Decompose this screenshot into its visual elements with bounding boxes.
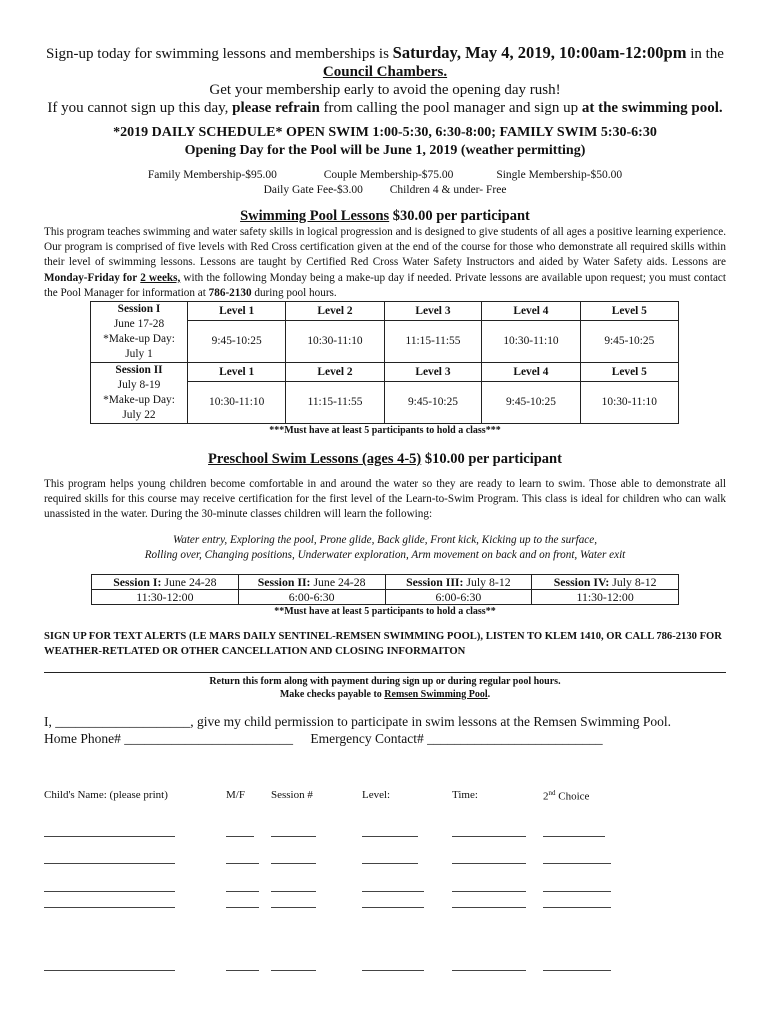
choice-pre: 2 [543, 790, 549, 803]
fees-block [44, 168, 726, 198]
lessons-desc-c: 2 weeks, [140, 271, 181, 284]
preschool-session-cell [92, 574, 239, 589]
session1-name: Session I [117, 303, 161, 316]
header-session: Session # [271, 788, 313, 801]
time-cell: 9:45-10:25 [384, 382, 482, 424]
time-cell: 11:15-11:55 [384, 321, 482, 363]
schedule-line1: *2019 DAILY SCHEDULE* OPEN SWIM 1:00-5:30, 6:30-8:00; FAMILY SWIM 5:30-6:30 [113, 125, 657, 140]
daily-schedule [44, 124, 726, 160]
time-cell: 9:45-10:25 [188, 321, 286, 363]
intro-line3: Get your membership early to avoid the opening day rush! [209, 82, 561, 98]
level-cell [482, 302, 580, 321]
mf-line[interactable] [226, 836, 254, 837]
time-line[interactable] [452, 836, 526, 837]
child-entry-grid [44, 764, 726, 914]
preschool-session-cell [385, 574, 532, 589]
return-line2-pre: Make checks payable to [279, 688, 382, 700]
preschool-table [91, 574, 679, 605]
level-label: Level 3 [415, 304, 451, 317]
second-choice-line[interactable] [543, 907, 611, 908]
session-label: Session I: [113, 574, 162, 589]
session-label: Session IV: [553, 574, 610, 589]
session-line[interactable] [271, 907, 316, 908]
mf-line[interactable] [226, 907, 259, 908]
level-cell [482, 363, 580, 382]
session-dates: June 24-28 [164, 574, 217, 589]
child-name-line[interactable] [44, 891, 175, 892]
permission-line[interactable]: I, ____________________, give my child permission to participate in swim lessons at the Remsen Swimming Pool. [44, 713, 671, 729]
emergency-contact-field[interactable]: Emergency Contact# __________________________ [310, 730, 603, 746]
lessons-heading [44, 207, 726, 225]
lessons-desc-a: This program teaches swimming and water safety skills in logical progression and is designed to give students of all ages a positive learning experience. Our program is comprised of five levels with Red Cross certification given at the end of the course for those who demonstrate all required skills within their level of swimming lessons. Lessons are taught by Certified Red Cross Water Safety Instructors and aided by Water Safety aids. Lessons are [44, 226, 726, 269]
level-line[interactable] [362, 836, 418, 837]
preschool-time-cell: 6:00-6:30 [238, 589, 385, 604]
level-label: Level 2 [317, 304, 353, 317]
lessons-price: $30.00 per participant [392, 208, 530, 224]
time-line[interactable] [452, 907, 526, 908]
fee-single: Single Membership-$50.00 [496, 169, 623, 181]
time-line[interactable] [452, 863, 526, 864]
pool-phone: 786-2130 [208, 286, 252, 299]
choice-post: Choice [555, 790, 590, 803]
table-row [91, 363, 679, 382]
time-cell: 10:30-11:10 [482, 321, 580, 363]
preschool-session-cell [238, 574, 385, 589]
level-label: Level 1 [219, 365, 255, 378]
lessons-desc-b: Monday-Friday for [44, 271, 138, 284]
preschool-price: $10.00 per participant [424, 451, 562, 468]
intro-line4-bold: please refrain [232, 100, 320, 116]
second-choice-line[interactable] [543, 970, 611, 971]
second-choice-line[interactable] [543, 891, 611, 892]
session1-cell [91, 302, 188, 363]
session-line[interactable] [271, 863, 316, 864]
intro-line4-bold2: at the swimming pool. [581, 100, 723, 116]
session2-dates: July 8-19 [117, 379, 161, 392]
preschool-time-cell: 6:00-6:30 [385, 589, 532, 604]
time-cell: 10:30-11:10 [188, 382, 286, 424]
level-cell [286, 302, 384, 321]
preschool-activities [44, 533, 726, 564]
intro-line1-post: in the [690, 46, 724, 62]
intro-line1-pre: Sign-up today for swimming lessons and memberships is [46, 46, 389, 62]
preschool-description: This program helps young children become comfortable in and around the water so they are ready to learn to swim. Those able to demonstrate all required skills for this course may receive certification for the first level of the Learn-to-Swim Program. This class is ideal for children who can walk unassisted in the water. During the 30-minute classes children will learn the following: [44, 478, 726, 521]
schedule-line2: Opening Day for the Pool will be June 1, 2019 (weather permitting) [184, 143, 586, 158]
header-second-choice [543, 789, 589, 803]
header-child-name: Child's Name: (please print) [44, 788, 168, 801]
preschool-time-cell: 11:30-12:00 [92, 589, 239, 604]
preschool-minimum-note: **Must have at least 5 participants to hold a class** [274, 605, 496, 617]
level-line[interactable] [362, 863, 418, 864]
fee-children: Children 4 & under- Free [389, 184, 507, 196]
level-line[interactable] [362, 907, 424, 908]
second-choice-line[interactable] [543, 836, 605, 837]
lessons-minimum-note: ***Must have at least 5 participants to hold a class*** [269, 425, 501, 437]
preschool-heading [44, 450, 726, 468]
child-entry-row-5 [44, 970, 726, 972]
return-line1: Return this form along with payment during sign up or during regular pool hours. [209, 675, 561, 687]
registration-form [44, 44, 726, 914]
time-cell: 9:45-10:25 [580, 321, 678, 363]
second-choice-line[interactable] [543, 863, 611, 864]
lessons-description [44, 225, 726, 301]
lessons-title: Swimming Pool Lessons [240, 208, 390, 224]
signup-date: Saturday, May 4, 2019, 10:00am-12:00pm [392, 43, 687, 62]
level-label: Level 4 [513, 365, 549, 378]
child-name-line[interactable] [44, 836, 175, 837]
level-label: Level 4 [513, 304, 549, 317]
level-label: Level 5 [611, 304, 647, 317]
level-label: Level 5 [611, 365, 647, 378]
session-line[interactable] [271, 891, 316, 892]
level-line[interactable] [362, 970, 424, 971]
fee-couple: Couple Membership-$75.00 [323, 169, 454, 181]
session1-dates: June 17-28 [113, 318, 165, 331]
child-name-line[interactable] [44, 907, 175, 908]
session2-makeup: *Make-up Day: [103, 394, 175, 407]
lessons-desc-f: during pool hours. [254, 286, 337, 299]
child-name-line[interactable] [44, 970, 175, 971]
activities-line1: Water entry, Exploring the pool, Prone glide, Back glide, Front kick, Kicking up to the surface, [172, 533, 598, 546]
mf-line[interactable] [226, 970, 259, 971]
level-cell [580, 302, 678, 321]
home-phone-field[interactable]: Home Phone# _________________________ [44, 730, 293, 746]
level-cell [384, 363, 482, 382]
mf-line[interactable] [226, 891, 259, 892]
child-name-line[interactable] [44, 863, 175, 864]
level-label: Level 2 [317, 365, 353, 378]
session-line[interactable] [271, 836, 316, 837]
session2-cell [91, 363, 188, 424]
level-cell [286, 363, 384, 382]
session-label: Session III: [406, 574, 464, 589]
preschool-title: Preschool Swim Lessons (ages 4-5) [208, 451, 422, 468]
intro-block [44, 44, 726, 117]
activities-line2: Rolling over, Changing positions, Underwater exploration, Arm movement on back and on front, Water exit [144, 549, 626, 562]
lessons-desc-d: with the following Monday being a make-up day if needed. Private lessons are available upon request; you must contact the Pool Manager for information at [44, 271, 727, 299]
level-line[interactable] [362, 891, 424, 892]
time-line[interactable] [452, 891, 526, 892]
level-cell [384, 302, 482, 321]
intro-line4-pre: If you cannot sign up this day, [47, 100, 229, 116]
signup-location: Council Chambers. [322, 64, 448, 80]
return-instructions [44, 675, 726, 701]
table-row [92, 574, 679, 589]
header-time: Time: [452, 788, 478, 801]
mf-line[interactable] [226, 863, 259, 864]
header-mf: M/F [226, 788, 245, 801]
level-cell [188, 363, 286, 382]
session2-name: Session II [115, 364, 163, 377]
time-cell: 10:30-11:10 [580, 382, 678, 424]
session1-makeup: *Make-up Day: [103, 333, 175, 346]
return-line2-post: . [487, 688, 491, 700]
session-line[interactable] [271, 970, 316, 971]
level-label: Level 1 [219, 304, 255, 317]
level-cell [188, 302, 286, 321]
time-cell: 9:45-10:25 [482, 382, 580, 424]
session1-makeup-date: July 1 [125, 348, 153, 361]
lessons-table [90, 301, 679, 424]
permission-block [44, 713, 726, 747]
table-row [91, 302, 679, 321]
intro-line4-mid: from calling the pool manager and sign up [323, 100, 579, 116]
payee: Remsen Swimming Pool [384, 688, 488, 700]
time-cell: 11:15-11:55 [286, 382, 384, 424]
header-level: Level: [362, 788, 391, 801]
choice-sup: nd [548, 788, 556, 797]
session-label: Session II: [257, 574, 311, 589]
level-label: Level 3 [415, 365, 451, 378]
fee-daily: Daily Gate Fee-$3.00 [263, 184, 363, 196]
session2-makeup-date: July 22 [122, 409, 156, 422]
table-row [92, 589, 679, 604]
fee-family: Family Membership-$95.00 [147, 169, 277, 181]
time-cell: 10:30-11:10 [286, 321, 384, 363]
preschool-session-cell [532, 574, 679, 589]
session-dates: July 8-12 [612, 574, 657, 589]
text-alerts-notice: SIGN UP FOR TEXT ALERTS (LE MARS DAILY SENTINEL-REMSEN SWIMMING POOL), LISTEN TO KLEM 1410, OR CALL 786-2130 FOR WEATHER-RETLATED OR OTHER CANCELLATION AND CLOSING INFORMAITON [44, 630, 722, 657]
level-cell [580, 363, 678, 382]
session-dates: July 8-12 [466, 574, 511, 589]
divider [44, 672, 726, 673]
session-dates: June 24-28 [313, 574, 366, 589]
preschool-time-cell: 11:30-12:00 [532, 589, 679, 604]
time-line[interactable] [452, 970, 526, 971]
